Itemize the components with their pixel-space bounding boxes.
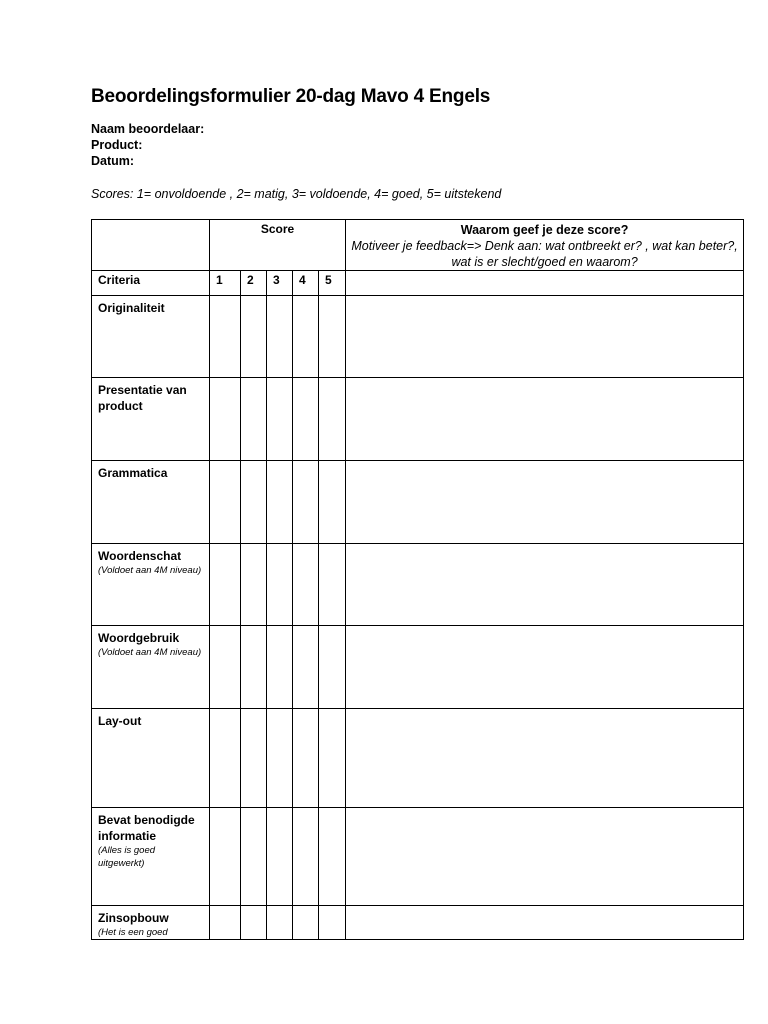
score-col-4: 4: [293, 271, 319, 296]
field-product: Product:: [91, 138, 143, 152]
feedback-cell[interactable]: [346, 808, 744, 906]
score-cell-2[interactable]: [241, 906, 267, 940]
score-cell-2[interactable]: [241, 626, 267, 709]
table-row: [92, 808, 744, 906]
score-cell-3[interactable]: [267, 626, 293, 709]
score-cell-5[interactable]: [319, 626, 346, 709]
criterion-cell: [92, 544, 210, 626]
score-cell-4[interactable]: [293, 906, 319, 940]
criterion-note: (Alles is goed uitgewerkt): [98, 845, 156, 869]
score-cell-1[interactable]: [210, 808, 241, 906]
score-col-2: 2: [241, 271, 267, 296]
assessment-table: [91, 219, 744, 940]
field-assessor-name: Naam beoordelaar:: [91, 122, 205, 136]
score-cell-3[interactable]: [267, 296, 293, 378]
criterion-name: Zinsopbouw: [98, 911, 169, 925]
score-cell-4[interactable]: [293, 709, 319, 808]
feedback-cell[interactable]: [346, 709, 744, 808]
blank-corner-cell: [92, 220, 210, 271]
score-cell-2[interactable]: [241, 808, 267, 906]
feedback-cell[interactable]: [346, 378, 744, 461]
score-cell-5[interactable]: [319, 906, 346, 940]
score-cell-1[interactable]: [210, 461, 241, 544]
score-cell-2[interactable]: [241, 296, 267, 378]
criterion-cell: [92, 808, 210, 906]
scores-legend: Scores: 1= onvoldoende , 2= matig, 3= voldoende, 4= goed, 5= uitstekend: [91, 187, 502, 201]
criteria-header: Criteria: [92, 271, 210, 296]
score-cell-4[interactable]: [293, 808, 319, 906]
criterion-name: Originaliteit: [98, 301, 165, 315]
criterion-name: Grammatica: [98, 466, 168, 480]
criterion-name: Woordenschat: [98, 549, 182, 563]
score-cell-1[interactable]: [210, 544, 241, 626]
table-row: [92, 906, 744, 940]
score-cell-4[interactable]: [293, 626, 319, 709]
criterion-cell: [92, 906, 210, 940]
score-cell-5[interactable]: [319, 461, 346, 544]
score-cell-2[interactable]: [241, 709, 267, 808]
feedback-cell[interactable]: [346, 296, 744, 378]
table-row: [92, 626, 744, 709]
table-row: [92, 461, 744, 544]
page-title: Beoordelingsformulier 20-dag Mavo 4 Engels: [91, 86, 491, 107]
score-cell-5[interactable]: [319, 296, 346, 378]
score-col-5: 5: [319, 271, 346, 296]
field-date: Datum:: [91, 154, 135, 168]
criterion-name: Presentatie van product: [98, 383, 187, 413]
criterion-cell: [92, 709, 210, 808]
score-cell-1[interactable]: [210, 709, 241, 808]
criterion-name: Lay-out: [98, 714, 142, 728]
score-cell-3[interactable]: [267, 461, 293, 544]
feedback-cell[interactable]: [346, 626, 744, 709]
score-cell-1[interactable]: [210, 296, 241, 378]
criterion-cell: [92, 626, 210, 709]
score-cell-5[interactable]: [319, 808, 346, 906]
feedback-cell[interactable]: [346, 461, 744, 544]
criterion-name: Bevat benodigde informatie: [98, 813, 195, 843]
score-cell-3[interactable]: [267, 709, 293, 808]
score-cell-2[interactable]: [241, 461, 267, 544]
why-header-cell: [346, 220, 744, 271]
criteria-header-row: [92, 271, 744, 296]
table-row: [92, 296, 744, 378]
score-cell-1[interactable]: [210, 906, 241, 940]
score-header: Score: [210, 220, 346, 271]
criterion-note: (Voldoet aan 4M niveau): [98, 565, 202, 576]
why-note: Motiveer je feedback=> Denk aan: wat ontbreekt er? , wat kan beter?, wat is er slecht/goed en waarom?: [351, 239, 738, 269]
table-row: [92, 544, 744, 626]
score-cell-2[interactable]: [241, 544, 267, 626]
score-col-1: 1: [210, 271, 241, 296]
score-cell-4[interactable]: [293, 296, 319, 378]
criterion-cell: [92, 461, 210, 544]
score-col-3: 3: [267, 271, 293, 296]
score-cell-3[interactable]: [267, 544, 293, 626]
criterion-note: (Voldoet aan 4M niveau): [98, 647, 202, 658]
score-cell-5[interactable]: [319, 709, 346, 808]
criterion-note: (Het is een goed: [98, 927, 168, 938]
score-cell-3[interactable]: [267, 808, 293, 906]
score-cell-3[interactable]: [267, 378, 293, 461]
score-cell-2[interactable]: [241, 378, 267, 461]
criterion-name: Woordgebruik: [98, 631, 180, 645]
score-cell-4[interactable]: [293, 461, 319, 544]
score-cell-1[interactable]: [210, 626, 241, 709]
feedback-header-blank: [346, 271, 744, 296]
feedback-cell[interactable]: [346, 906, 744, 940]
score-cell-1[interactable]: [210, 378, 241, 461]
score-cell-3[interactable]: [267, 906, 293, 940]
feedback-cell[interactable]: [346, 544, 744, 626]
table-row: [92, 709, 744, 808]
criterion-cell: [92, 296, 210, 378]
criterion-cell: [92, 378, 210, 461]
table-row: [92, 378, 744, 461]
score-cell-4[interactable]: [293, 378, 319, 461]
table-header-row: [92, 220, 744, 271]
score-cell-4[interactable]: [293, 544, 319, 626]
why-header: Waarom geef je deze score?: [460, 223, 629, 237]
score-cell-5[interactable]: [319, 378, 346, 461]
score-cell-5[interactable]: [319, 544, 346, 626]
